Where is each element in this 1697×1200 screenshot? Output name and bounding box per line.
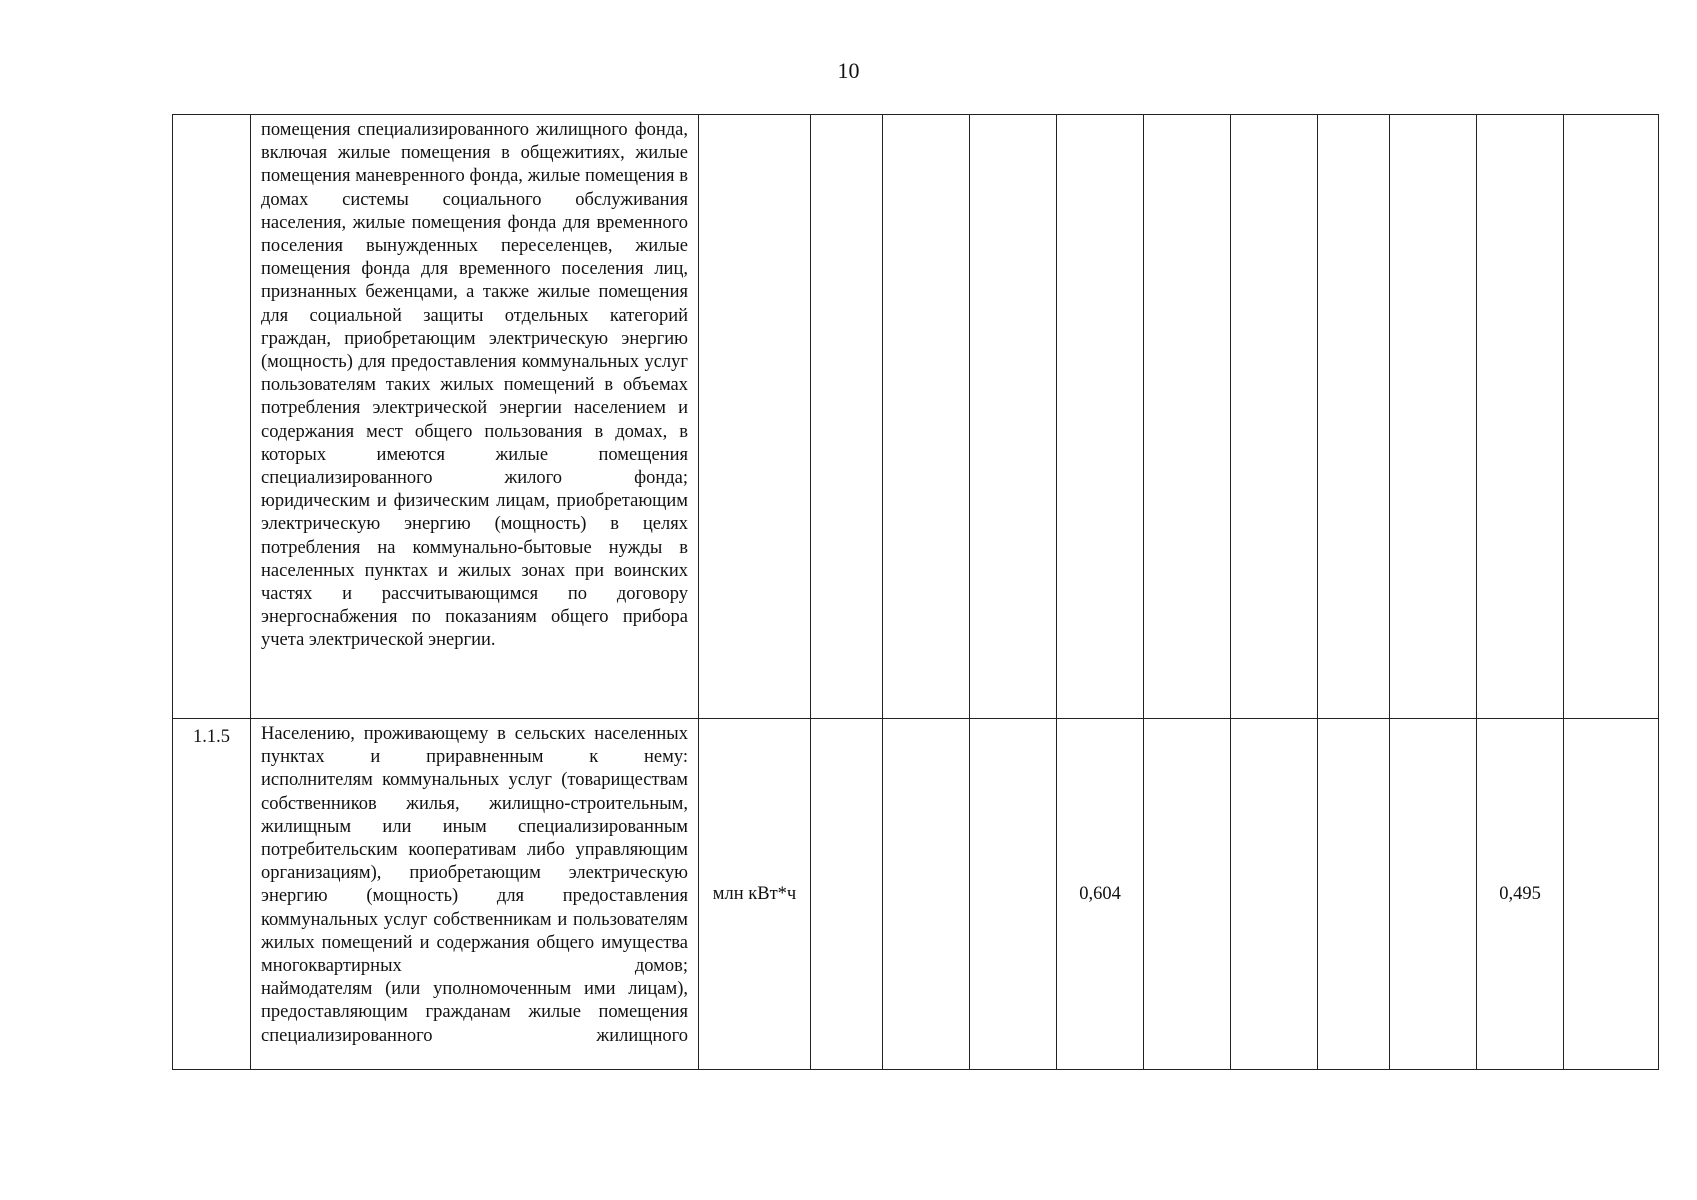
value-cell [1318, 719, 1390, 1070]
table-row [173, 115, 1659, 719]
tariff-table [172, 114, 1659, 1070]
value-cell [970, 115, 1057, 719]
value-cell [1564, 115, 1659, 719]
value-cell [1390, 719, 1477, 1070]
description-paragraph: наймодателям (или уполномоченным ими лицам), предоставляющим гражданам жилые помещения специализированного жилищного [261, 979, 688, 1046]
description-paragraph: Населению, проживающему в сельских населенных пунктах и приравненным к нему: [261, 724, 688, 768]
value-cell [1318, 115, 1390, 719]
table-row [173, 719, 1659, 1070]
value-cell [811, 115, 883, 719]
value-cell [1144, 115, 1231, 719]
value-cell [970, 719, 1057, 1070]
row-number [173, 115, 251, 719]
description-paragraph: юридическим и физическим лицам, приобретающим электрическую энергию (мощность) в целях потребления на коммунально-бытовые нужды в населенных пунктах и жилых зонах при воинских частях и рассчитывающимся по договору энергоснабжения по показаниям общего прибора учета электрической энергии. [261, 491, 688, 651]
value-cell [1477, 115, 1564, 719]
value-cell [883, 719, 970, 1070]
unit-cell [699, 115, 811, 719]
value-cell [1231, 719, 1318, 1070]
value-cell [811, 719, 883, 1070]
value-cell: 0,604 [1057, 719, 1144, 1070]
value-cell [1231, 115, 1318, 719]
description-paragraph: помещения специализированного жилищного фонда, включая жилые помещения в общежитиях, жилые помещения маневренного фонда, жилые помещения в домах системы социального обслуживания населения, жилые помещения фонда для временного поселения вынужденных переселенцев, жилые помещения фонда для временного поселения лиц, признанных беженцами, а также жилые помещения для социальной защиты отдельных категорий граждан, приобретающим электрическую энергию (мощность) для предоставления коммунальных услуг пользователям таких жилых помещений в объемах потребления электрической энергии населением и содержания мест общего пользования в домах, в которых имеются жилые помещения специализированного жилого фонда; [261, 120, 688, 489]
value-cell: 0,495 [1477, 719, 1564, 1070]
value-cell [883, 115, 970, 719]
row-description [251, 719, 699, 1070]
value-cell [1057, 115, 1144, 719]
page-number: 10 [837, 58, 860, 83]
row-description [251, 115, 699, 719]
unit-cell: млн кВт*ч [699, 719, 811, 1070]
description-paragraph: исполнителям коммунальных услуг (товариществам собственников жилья, жилищно-строительным, жилищным или иным специализированным потребительским кооперативам либо управляющим организациям), приобретающим электрическую энергию (мощность) для предоставления коммунальных услуг собственникам и пользователям жилых помещений и содержания общего имущества многоквартирных домов; [261, 770, 688, 977]
row-number: 1.1.5 [173, 719, 251, 1070]
value-cell [1564, 719, 1659, 1070]
value-cell [1144, 719, 1231, 1070]
value-cell [1390, 115, 1477, 719]
